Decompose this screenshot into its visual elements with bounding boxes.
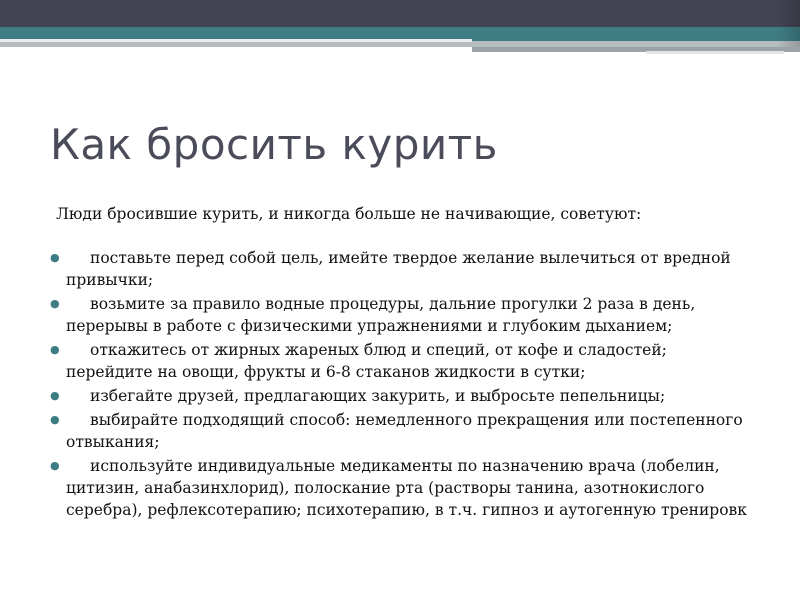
advice-list <box>50 247 756 521</box>
list-item <box>50 409 756 453</box>
header-strip-right <box>646 51 784 54</box>
slide-title: Как бросить курить <box>50 120 498 169</box>
bullet-icon: ● <box>50 251 60 264</box>
bullet-icon: ● <box>50 297 60 310</box>
list-item-text: используйте индивидуальные медикаменты по назначению врача (лобелин, цитизин, анабазинхлорид), полоскание рта (растворы танина, азотнокислого серебра), рефлексотерапию; психотерапию, в т.ч. гипноз и аутогенную тренировк <box>66 457 747 519</box>
intro-text: Люди бросившие курить, и никогда больше не начивающие, советуют: <box>56 205 642 223</box>
list-item <box>50 385 756 407</box>
bullet-icon: ● <box>50 459 60 472</box>
header-shade <box>776 0 800 47</box>
header-strip-left <box>0 39 472 42</box>
list-item <box>50 247 756 291</box>
list-item-text: выбирайте подходящий способ: немедленного прекращения или постепенного отвыкания; <box>66 411 743 451</box>
list-item-text: возьмите за правило водные процедуры, дальние прогулки 2 раза в день, перерывы в работе с физическими упражнениями и глубоким дыханием; <box>66 295 696 335</box>
slide-body <box>50 203 756 523</box>
bullet-icon: ● <box>50 413 60 426</box>
bullet-icon: ● <box>50 343 60 356</box>
list-item-text: избегайте друзей, предлагающих закурить, и выбросьте пепельницы; <box>90 387 666 405</box>
list-item-text: откажитесь от жирных жареных блюд и специй, от кофе и сладостей; перейдите на овощи, фрукты и 6-8 стаканов жидкости в сутки; <box>66 341 667 381</box>
bullet-icon: ● <box>50 389 60 402</box>
list-item <box>50 293 756 337</box>
header-band-dark <box>0 0 800 27</box>
list-item <box>50 455 756 521</box>
list-item-text: поставьте перед собой цель, имейте твердое желание вылечиться от вредной привычки; <box>66 249 731 289</box>
list-item <box>50 339 756 383</box>
